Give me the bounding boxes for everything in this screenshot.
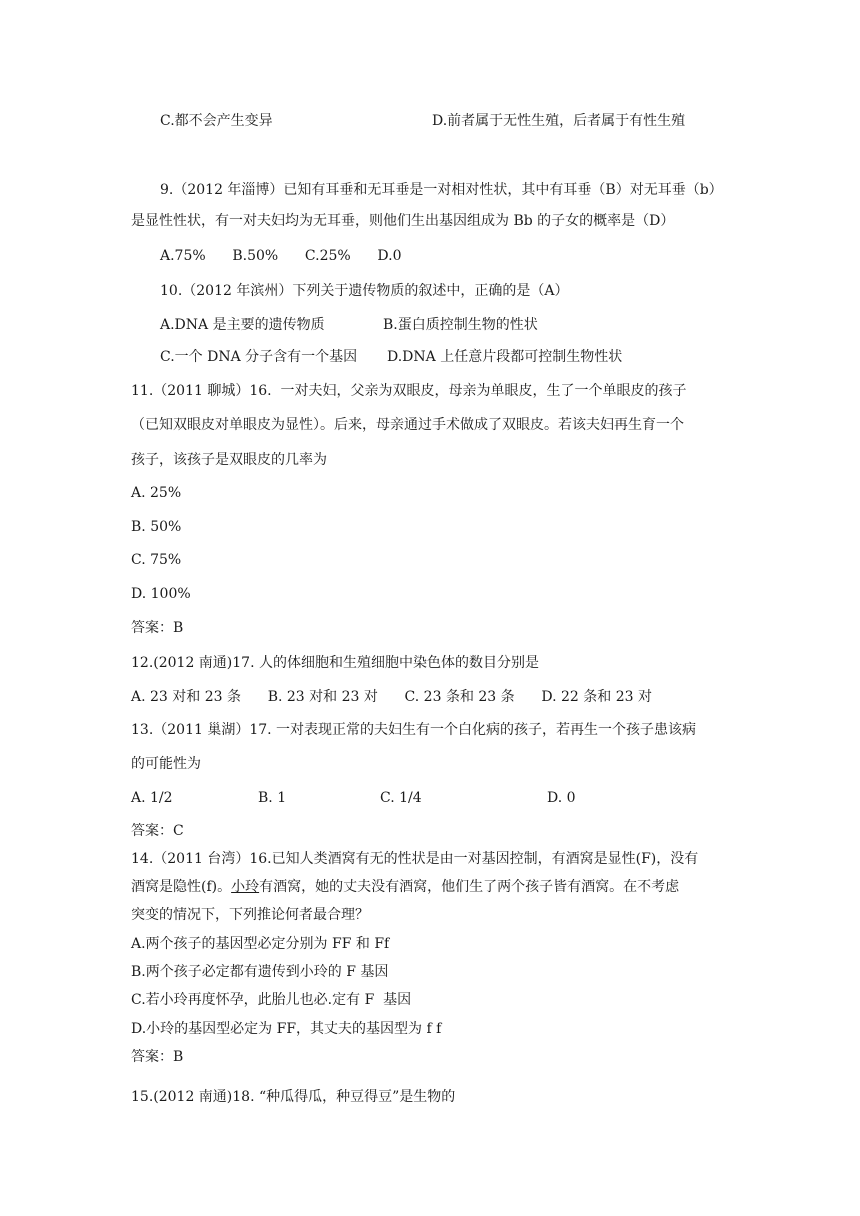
q14-line2-prefix: 酒窝是隐性(f)。 [131,879,232,895]
q12-options: A. 23 对和 23 条 B. 23 对和 23 对 C. 23 条和 23 条 D. 22 条和 23 对 [131,689,652,705]
q14-line2-suffix: 有酒窝，她的丈夫没有酒窝，他们生了两个孩子皆有酒窝。在不考虑 [259,879,680,895]
q14-answer: 答案：B [131,1049,184,1065]
q10-option-d: D.DNA 上任意片段都可控制生物性状 [387,349,623,365]
q9-options: A.75% B.50% C.25% D.0 [160,248,402,264]
q14-option-d: D.小玲的基因型必定为 FF，其丈夫的基因型为 f f [131,1021,442,1037]
q9-stem-line2: 是显性性状，有一对夫妇均为无耳垂，则他们生出基因组成为 Bb 的子女的概率是（D） [131,213,675,229]
q11-option-d: D. 100% [131,586,191,602]
q9-stem-line1: 9.（2012 年淄博）已知有耳垂和无耳垂是一对相对性状，其中有耳垂（B）对无耳垂（b） [160,182,723,198]
q10-stem: 10.（2012 年滨州）下列关于遗传物质的叙述中，正确的是（A） [160,283,569,299]
q13-option-b: B. 1 [258,790,287,806]
q11-option-c: C. 75% [131,552,182,568]
q11-option-a: A. 25% [131,485,182,501]
q13-stem-line2: 的可能性为 [131,756,201,772]
q13-option-a: A. 1/2 [131,790,173,806]
q13-stem-line1: 13.（2011 巢湖）17. 一对表现正常的夫妇生有一个白化病的孩子，若再生一个孩子患该病 [131,722,697,738]
q8-option-c: C.都不会产生变异 [160,113,273,129]
q14-option-a: A.两个孩子的基因型必定分别为 FF 和 Ff [131,936,390,952]
q13-option-d: D. 0 [547,790,576,806]
q10-option-c: C.一个 DNA 分子含有一个基因 [160,349,358,365]
q13-option-c: C. 1/4 [380,790,422,806]
q12-stem: 12.(2012 南通)17. 人的体细胞和生殖细胞中染色体的数目分别是 [131,655,539,671]
q14-stem-line2 [131,880,679,894]
q11-answer: 答案：B [131,620,184,636]
q11-option-b: B. 50% [131,519,182,535]
q11-stem-line1: 11.（2011 聊城）16. 一对夫妇，父亲为双眼皮，母亲为单眼皮，生了一个单眼皮的孩子 [131,383,687,399]
q11-stem-line2: （已知双眼皮对单眼皮为显性）。后来，母亲通过手术做成了双眼皮。若该夫妇再生育一个 [131,417,684,433]
q14-option-c: C.若小玲再度怀孕，此胎儿也必.定有 F 基因 [131,992,412,1008]
q8-option-d: D.前者属于无性生殖，后者属于有性生殖 [432,113,686,129]
q10-option-b: B.蛋白质控制生物的性状 [383,317,538,333]
q10-option-a: A.DNA 是主要的遗传物质 [160,317,325,333]
q14-name-underlined: 小玲 [231,879,260,895]
q14-stem-line3: 突变的情况下，下列推论何者最合理？ [131,907,369,923]
q14-stem-line1: 14.（2011 台湾）16.已知人类酒窝有无的性状是由一对基因控制，有酒窝是显性(F)，没有 [131,851,699,867]
q11-stem-line3: 孩子，该孩子是双眼皮的几率为 [131,452,327,468]
q13-answer: 答案：C [131,823,184,839]
q14-option-b: B.两个孩子必定都有遗传到小玲的 F 基因 [131,964,389,980]
q15-stem: 15.(2012 南通)18. “种瓜得瓜，种豆得豆”是生物的 [131,1089,456,1105]
